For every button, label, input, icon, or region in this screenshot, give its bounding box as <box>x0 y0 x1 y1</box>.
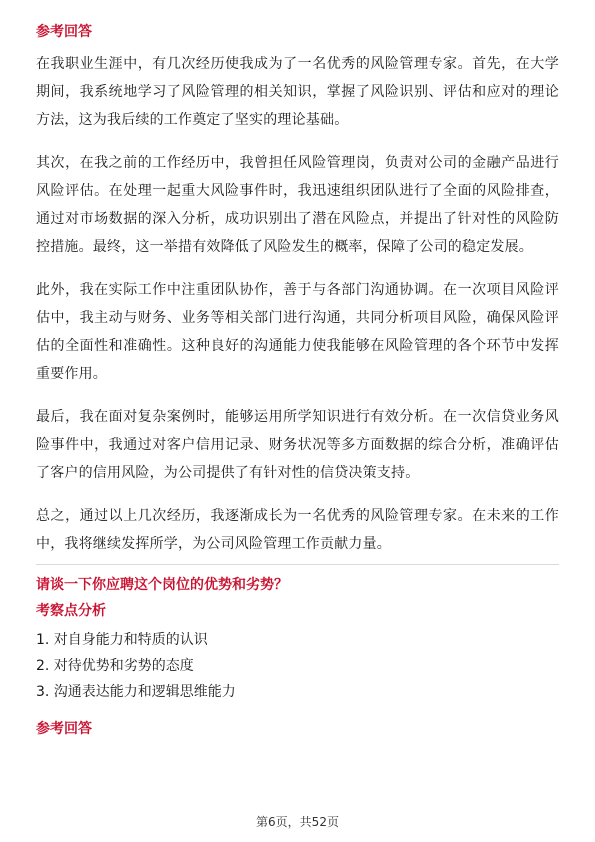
list-item: 3. 沟通表达能力和逻辑思维能力 <box>36 684 236 700</box>
page-content <box>36 22 559 739</box>
paragraph-gap <box>36 487 559 502</box>
analysis-points-list <box>36 627 559 705</box>
answer-paragraph-1: 在我职业生涯中，有几次经历使我成为了一名优秀的风险管理专家。首先，在大学期间，我系统地学习了风险管理的相关知识，掌握了风险识别、评估和应对的理论方法，这为我后续的工作奠定了坚实的理论基础。 <box>36 56 559 128</box>
paragraph-gap <box>36 388 559 403</box>
list-item: 1. 对自身能力和特质的认识 <box>36 632 208 648</box>
analysis-heading: 考察点分析 <box>36 603 106 619</box>
answer-paragraph-3: 此外，我在实际工作中注重团队协作，善于与各部门沟通协调。在一次项目风险评估中，我主动与财务、业务等相关部门进行沟通，共同分析项目风险，确保风险评估的全面性和准确性。这种良好的沟通能力使我能够在风险管理的各个环节中发挥重要作用。 <box>36 282 559 382</box>
answer-paragraph-2: 其次，在我之前的工作经历中，我曾担任风险管理岗，负责对公司的金融产品进行风险评估。在处理一起重大风险事件时，我迅速组织团队进行了全面的风险排查，通过对市场数据的深入分析，成功识别出了潜在风险点，并提出了针对性的风险防控措施。最终，这一举措有效降低了风险发生的概率，保障了公司的稳定发展。 <box>36 155 559 255</box>
page-number-footer: 第6页，共52页 <box>256 815 339 829</box>
answer-paragraph-4: 最后，我在面对复杂案例时，能够运用所学知识进行有效分析。在一次信贷业务风险事件中，我通过对客户信用记录、财务状况等多方面数据的综合分析，准确评估了客户的信用风险，为公司提供了有针对性的信贷决策支持。 <box>36 409 559 481</box>
answer-paragraph-5: 总之，通过以上几次经历，我逐渐成长为一名优秀的风险管理专家。在未来的工作中，我将继续发挥所学，为公司风险管理工作贡献力量。 <box>36 508 559 552</box>
paragraph-gap <box>36 134 559 149</box>
answer-heading-2: 参考回答 <box>36 721 92 737</box>
paragraph-gap <box>36 261 559 276</box>
question-title: 请谈一下你应聘这个岗位的优势和劣势？ <box>36 577 288 593</box>
answer-heading: 参考回答 <box>36 24 92 40</box>
section-divider <box>36 564 559 565</box>
list-item: 2. 对待优势和劣势的态度 <box>36 658 194 674</box>
